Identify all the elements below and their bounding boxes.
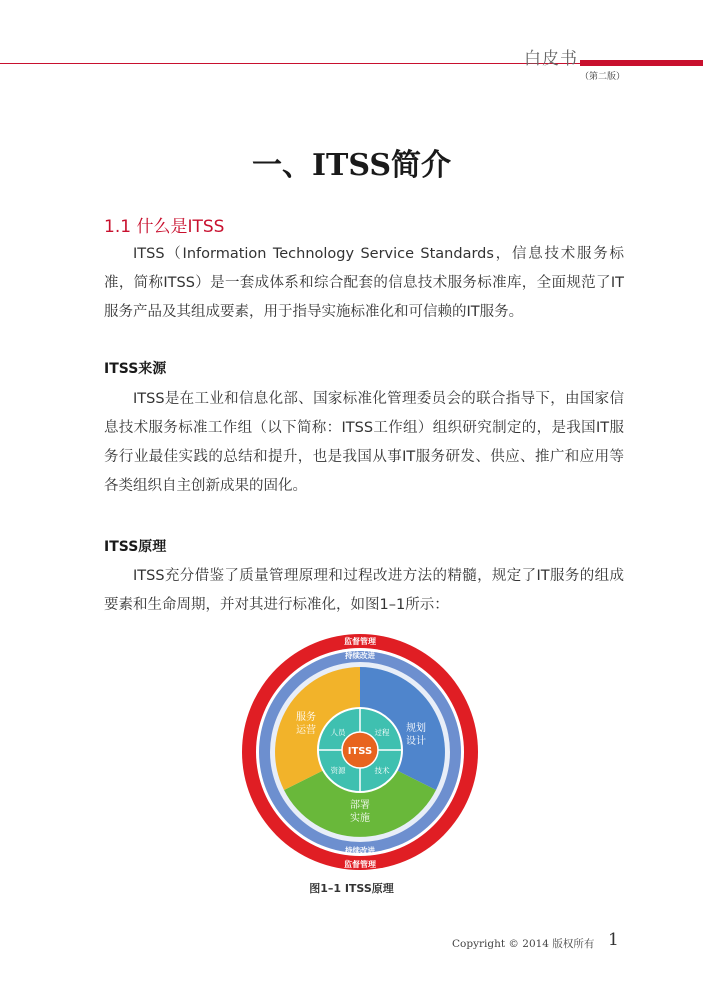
chapter-title: 一、ITSS简介 [251, 148, 452, 183]
label-deployment-1: 部署 [350, 800, 370, 811]
origin-paragraph: ITSS是在工业和信息化部、国家标准化管理委员会的联合指导下，由国家信息技术服务标准工作组（以下简称：ITSS工作组）组织研究制定的，是我国IT服务行业最佳实践的总结和提升，也是我国从事IT服务研发、供应、推广和应用等各类组织自主创新成果的固化。 [104, 391, 624, 494]
header-accent-bar [580, 60, 703, 66]
label-inner-bottom: 持续改进 [345, 846, 375, 855]
label-service-ops-2: 运营 [296, 725, 316, 736]
label-planning-2: 设计 [406, 736, 426, 747]
figure-caption: 图1–1 ITSS原理 [309, 882, 394, 895]
label-outer-top: 监督管理 [344, 637, 376, 646]
itss-principle-diagram [240, 632, 480, 872]
label-planning-1: 规划 [406, 723, 426, 734]
page-number: 1 [608, 930, 619, 950]
label-service-ops-1: 服务 [296, 712, 316, 723]
principle-heading: ITSS原理 [104, 539, 167, 555]
label-technology: 技术 [374, 766, 390, 775]
label-resources: 资源 [330, 766, 346, 775]
label-itss-core: ITSS [347, 746, 373, 757]
label-inner-top: 持续改进 [345, 651, 375, 660]
section-heading: 1.1 什么是ITSS [104, 217, 225, 237]
header-rule [0, 63, 580, 64]
label-outer-bottom: 监督管理 [344, 860, 376, 869]
label-process: 过程 [374, 728, 390, 737]
header-edition: （第二版） [580, 72, 626, 82]
intro-paragraph: ITSS（Information Technology Service Standards，信息技术服务标准，简称ITSS）是一套成体系和综合配套的信息技术服务标准库，全面规范了IT服务产品及其组成要素，用于指导实施标准化和可信赖的IT服务。 [104, 246, 624, 320]
header-title: 白皮书 [524, 49, 578, 69]
label-people: 人员 [330, 728, 346, 737]
principle-paragraph: ITSS充分借鉴了质量管理原理和过程改进方法的精髓，规定了IT服务的组成要素和生命周期，并对其进行标准化，如图1–1所示： [104, 568, 624, 613]
origin-heading: ITSS来源 [104, 361, 167, 377]
footer-copyright: Copyright © 2014 版权所有 [452, 938, 595, 950]
label-deployment-2: 实施 [350, 813, 370, 824]
